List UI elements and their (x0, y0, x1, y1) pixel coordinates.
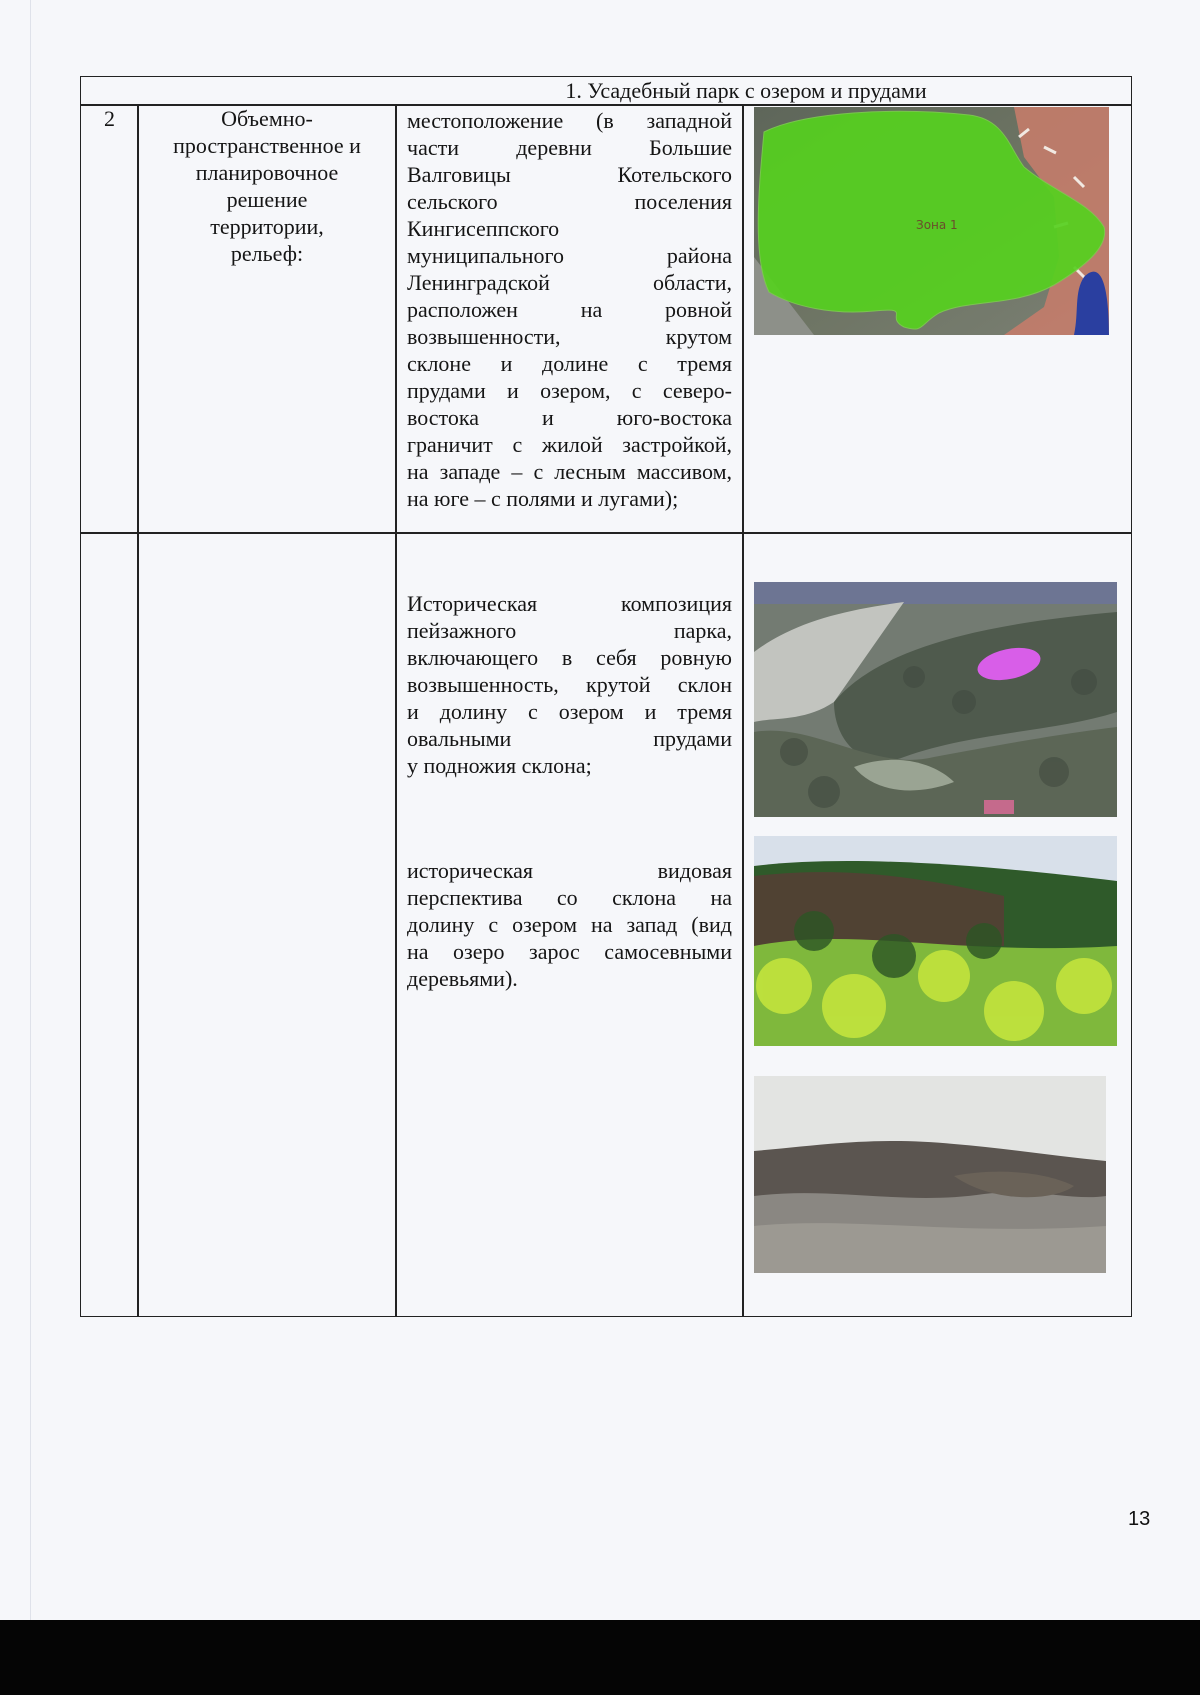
column-divider-1 (137, 104, 139, 1316)
perspective-description (407, 857, 732, 992)
perspective-line: долину с озером на запад (вид (407, 912, 732, 937)
composition-line: овальными прудами (407, 726, 732, 751)
column-divider-2 (395, 104, 397, 1316)
location-line: расположен на ровной (407, 297, 732, 322)
location-line: на западе – с лесным массивом, (407, 459, 732, 484)
section-title: 1. Усадебный парк с озером и прудами (565, 78, 927, 103)
parameter-line: пространственное и (173, 133, 361, 158)
location-line: возвышенности, крутом (407, 324, 732, 349)
location-line: местоположение (в западной (407, 108, 732, 133)
location-line: прудами и озером, с северо- (407, 378, 732, 403)
zone-label: Зона 1 (916, 218, 958, 232)
location-line: Ленинградской области, (407, 270, 732, 295)
location-description (407, 107, 732, 512)
location-line: склоне и долине с тремя (407, 351, 732, 376)
parameter-cell (138, 105, 396, 267)
location-line: муниципального района (407, 243, 732, 268)
perspective-line: историческая видовая (407, 858, 732, 883)
column-divider-3 (742, 104, 744, 1316)
composition-line: пейзажного парка, (407, 618, 732, 643)
composition-line: возвышенность, крутой склон (407, 672, 732, 697)
perspective-line: на озеро зарос самосевными (407, 939, 732, 964)
composition-description (407, 590, 732, 779)
composition-line: и долину с озером и тремя (407, 699, 732, 724)
composition-line: Историческая композиция (407, 591, 732, 616)
location-line: Валговицы Котельского (407, 162, 732, 187)
location-line: граничит с жилой застройкой, (407, 432, 732, 457)
aerial-photo (754, 582, 1117, 817)
perspective-line: деревьями). (407, 966, 518, 991)
location-line: на юге – с полями и лугами); (407, 486, 679, 511)
parameter-line: планировочное (195, 160, 339, 185)
location-line: Кингисеппского (407, 216, 560, 241)
location-line: части деревни Большие (407, 135, 732, 160)
zone-map-image (754, 107, 1109, 335)
parameter-line: Объемно- (221, 106, 313, 131)
perspective-line: перспектива со склона на (407, 885, 732, 910)
document-table (80, 76, 1132, 1317)
scan-bottom-bar (0, 1620, 1200, 1695)
parameter-line: решение (226, 187, 308, 212)
composition-line: включающего в себя ровную (407, 645, 732, 670)
valley-photo (754, 1076, 1106, 1273)
composition-line: у подножия склона; (407, 753, 592, 778)
view-photo (754, 836, 1117, 1046)
location-line: сельского поселения (407, 189, 732, 214)
page-edge (30, 0, 31, 1620)
parameter-line: рельеф: (230, 241, 304, 266)
row-divider (81, 532, 1131, 534)
location-line: востока и юго-востока (407, 405, 732, 430)
row-number: 2 (104, 106, 115, 131)
page-number: 13 (1128, 1508, 1151, 1530)
parameter-line: территории, (210, 214, 324, 239)
